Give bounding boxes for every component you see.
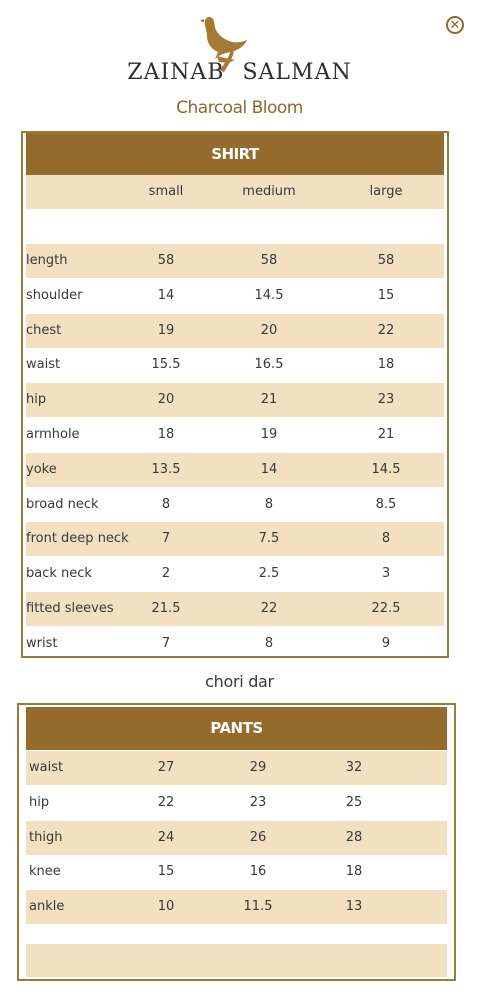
brand-name	[0, 60, 479, 85]
shirt-value-small: 20	[157, 392, 175, 408]
close-icon: ✕	[449, 17, 461, 33]
shirt-value-small: 8	[161, 496, 171, 512]
shirt-row	[26, 627, 444, 661]
shirt-value-medium: 8	[264, 635, 274, 651]
shirt-row	[26, 383, 444, 417]
pants-value-medium: 23	[249, 794, 267, 810]
shirt-value-large: 18	[377, 357, 395, 373]
pants-value-small: 10	[157, 899, 175, 915]
shirt-value-small: 18	[157, 427, 175, 442]
shirt-measure-label: hip	[26, 392, 47, 408]
pants-value-small: 27	[157, 760, 175, 775]
shirt-value-large: 14.5	[371, 461, 401, 477]
shirt-value-medium: 22	[260, 601, 278, 616]
shirt-value-small: 21.5	[151, 601, 181, 616]
shirt-row	[26, 348, 444, 382]
shirt-value-medium: 7.5	[258, 531, 280, 547]
pants-measure-label: waist	[29, 760, 64, 775]
shirt-value-medium: 21	[260, 392, 278, 408]
shirt-measure-label: wrist	[26, 635, 58, 651]
shirt-value-large: 8	[381, 531, 391, 547]
pants-measure-label: thigh	[29, 829, 63, 845]
shirt-value-large: 23	[377, 392, 395, 408]
pants-value-large: 32	[345, 760, 363, 775]
shirt-measure-label: back neck	[26, 566, 92, 582]
shirt-value-medium: 14.5	[254, 287, 284, 303]
pants-measure-label: hip	[29, 794, 50, 810]
shirt-row	[26, 488, 444, 522]
pants-value-small: 15	[157, 864, 175, 880]
shirt-row	[26, 314, 444, 348]
shirt-value-small: 19	[157, 322, 175, 338]
shirt-value-large: 9	[381, 635, 391, 651]
shirt-value-medium: 2.5	[258, 566, 280, 582]
shirt-measure-label: yoke	[26, 461, 57, 477]
shirt-measure-label: front deep neck	[26, 531, 129, 547]
shirt-measure-label: broad neck	[26, 496, 99, 512]
shirt-value-small: 13.5	[151, 461, 181, 477]
shirt-value-small: 7	[161, 531, 171, 547]
pants-value-large: 28	[345, 829, 363, 845]
pants-measure-label: ankle	[29, 899, 65, 915]
header-large: large	[369, 184, 403, 199]
shirt-measure-label: waist	[26, 357, 61, 373]
brand-logo	[0, 10, 479, 88]
pants-value-medium: 16	[249, 864, 267, 880]
shirt-value-medium: 19	[260, 427, 278, 442]
pants-row	[26, 821, 447, 855]
pants-subtitle: chori dar	[205, 672, 274, 691]
shirt-value-medium: 14	[260, 461, 278, 477]
pants-row	[26, 786, 447, 820]
header-small: small	[148, 184, 184, 199]
shirt-value-large: 21	[377, 427, 395, 442]
shirt-measure-label: length	[26, 253, 68, 268]
pants-value-medium: 11.5	[243, 899, 273, 915]
shirt-row	[26, 279, 444, 313]
shirt-value-large: 3	[381, 566, 391, 582]
pants-value-large: 25	[345, 794, 363, 810]
pants-row	[26, 855, 447, 889]
shirt-row	[26, 244, 444, 278]
brand-name-left: ZAINAB	[127, 60, 225, 85]
pants-value-small: 24	[157, 829, 175, 845]
shirt-table-title: SHIRT	[26, 133, 444, 176]
shirt-row	[26, 418, 444, 452]
shirt-header-row	[26, 175, 444, 209]
pants-table-title: PANTS	[26, 707, 447, 750]
collection-title: Charcoal Bloom	[176, 98, 303, 118]
shirt-value-large: 22	[377, 322, 395, 338]
shirt-value-small: 7	[161, 635, 171, 651]
shirt-row	[26, 453, 444, 487]
shirt-value-medium: 8	[264, 496, 274, 512]
shirt-value-medium: 58	[260, 253, 278, 268]
shirt-row	[26, 522, 444, 556]
pants-value-large: 18	[345, 864, 363, 880]
header-medium: medium	[242, 184, 296, 199]
shirt-row	[26, 557, 444, 591]
shirt-value-large: 58	[377, 253, 395, 268]
shirt-measure-label: chest	[26, 322, 62, 338]
shirt-value-small: 58	[157, 253, 175, 268]
shirt-value-large: 8.5	[375, 496, 397, 512]
pants-empty-row	[26, 944, 447, 977]
shirt-value-large: 22.5	[371, 601, 401, 616]
shirt-value-small: 2	[161, 566, 171, 582]
pants-value-large: 13	[345, 899, 363, 915]
pants-measure-label: knee	[29, 864, 61, 880]
pants-row	[26, 751, 447, 785]
shirt-measure-label: fitted sleeves	[26, 601, 114, 616]
pants-value-medium: 29	[249, 760, 267, 775]
shirt-value-medium: 20	[260, 322, 278, 338]
pants-value-medium: 26	[249, 829, 267, 845]
shirt-row	[26, 592, 444, 626]
shirt-value-large: 15	[377, 287, 395, 303]
pants-value-small: 22	[157, 794, 175, 810]
shirt-measure-label: shoulder	[26, 287, 83, 303]
shirt-value-small: 14	[157, 287, 175, 303]
pants-row	[26, 890, 447, 924]
shirt-measure-label: armhole	[26, 427, 80, 442]
shirt-value-small: 15.5	[151, 357, 181, 373]
brand-name-right: SALMAN	[242, 60, 352, 85]
shirt-value-medium: 16.5	[254, 357, 284, 373]
